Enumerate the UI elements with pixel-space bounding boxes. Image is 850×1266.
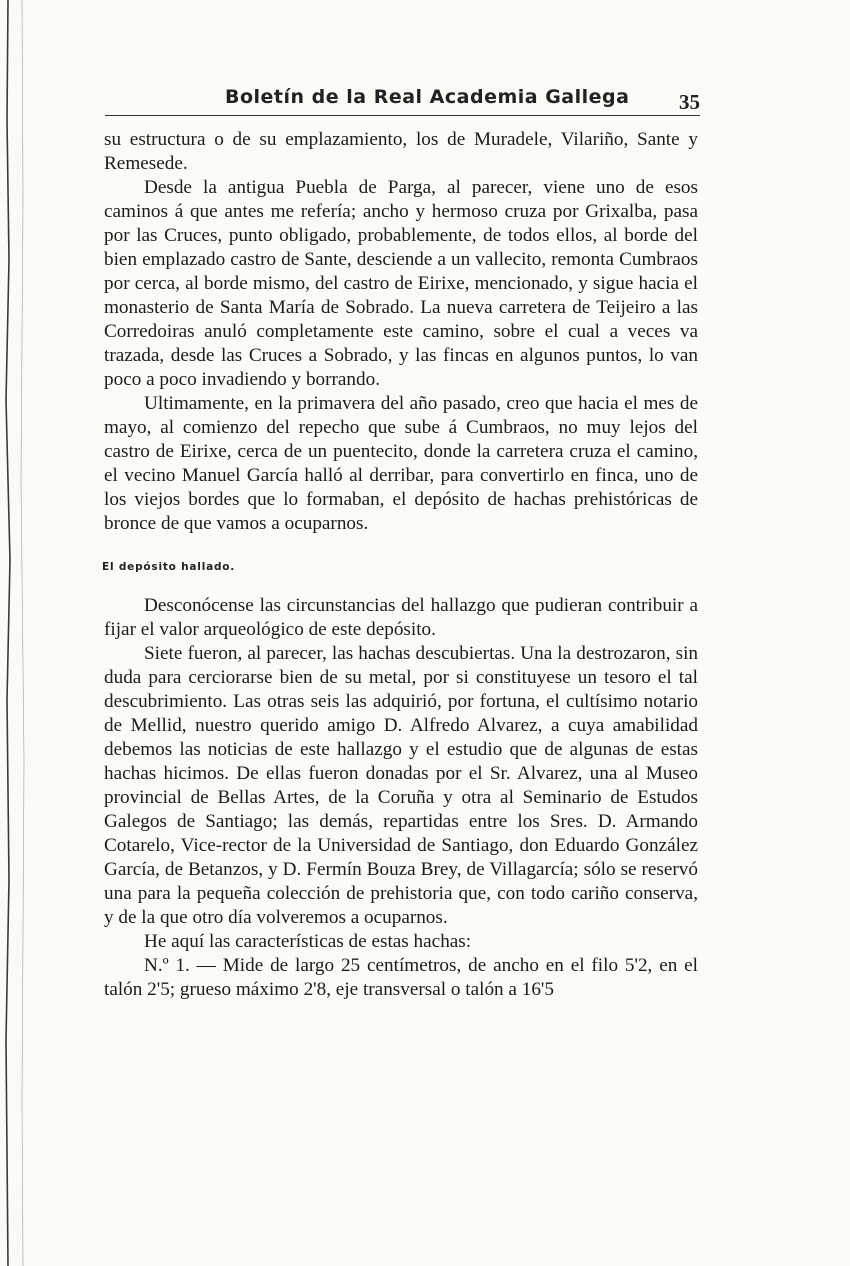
paragraph: N.º 1. — Mide de largo 25 centímetros, de ancho en el filo 5'2, en el talón 2'5; grueso máximo 2'8, eje transversal o talón a 16'5 — [104, 955, 698, 1000]
page-edge-shadow — [2, 0, 32, 1266]
section-heading: El depósito hallado. — [102, 561, 236, 573]
paragraph: Desconócense las circunstancias del hallazgo que pudieran contribuir a fijar el valor arqueológico de este depósito. — [104, 595, 698, 640]
paragraph: Desde la antigua Puebla de Parga, al parecer, viene uno de esos caminos á que antes me refería; ancho y hermoso cruza por Grixalba, pasa por las Cruces, punto obligado, probablemente, de todos ellos, al borde del bien emplazado castro de Sante, desciende a un vallecito, remonta Cumbraos por cerca, al borde mismo, del castro de Eirixe, mencionado, y sigue hacia el monasterio de Santa María de Sobrado. La nueva carretera de Teijeiro a las Corredoiras anuló completamente este camino, sobre el cual a veces va trazada, desde las Cruces a Sobrado, y las fincas en algunos puntos, lo van poco a poco invadiendo y borrando. — [104, 177, 698, 390]
paragraph: su estructura o de su emplazamiento, los de Muradele, Vilariño, Sante y Remesede. — [104, 129, 698, 174]
body-text — [104, 128, 698, 1002]
page-number: 35 — [679, 90, 700, 114]
paragraph: He aquí las características de estas hachas: — [144, 931, 472, 952]
paragraph: Siete fueron, al parecer, las hachas descubiertas. Una la destrozaron, sin duda para cerciorarse bien de su metal, por si constituyese un tesoro el tal descubrimiento. Las otras seis las adquirió, por fortuna, el cultísimo notario de Mellid, nuestro querido amigo D. Alfredo Alvarez, a cuya amabilidad debemos las noticias de este hallazgo y el estudio que de algunas de estas hachas hicimos. De ellas fueron donadas por el Sr. Alvarez, una al Museo provincial de Bellas Artes, de la Coruña y otra al Seminario de Estudos Galegos de Santiago; las demás, repartidas entre los Sres. D. Armando Cotarelo, Vice-rector de la Universidad de Santiago, don Eduardo González García, de Betanzos, y D. Fermín Bouza Brey, de Villagarcía; sólo se reservó una para la pequeña colección de prehistoria que, con todo cariño conserva, y de la que otro día volveremos a ocuparnos. — [104, 643, 698, 928]
header-rule — [105, 115, 700, 116]
running-title: Boletín de la Real Academia Gallega — [225, 86, 630, 108]
page-header — [105, 86, 700, 118]
paragraph: Ultimamente, en la primavera del año pasado, creo que hacia el mes de mayo, al comienzo del repecho que sube á Cumbraos, no muy lejos del castro de Eirixe, cerca de un puentecito, donde la carretera cruza el camino, el vecino Manuel García halló al derribar, para convertirlo en finca, uno de los viejos bordes que lo formaban, el depósito de hachas prehistóricas de bronce de que vamos a ocuparnos. — [104, 393, 698, 534]
